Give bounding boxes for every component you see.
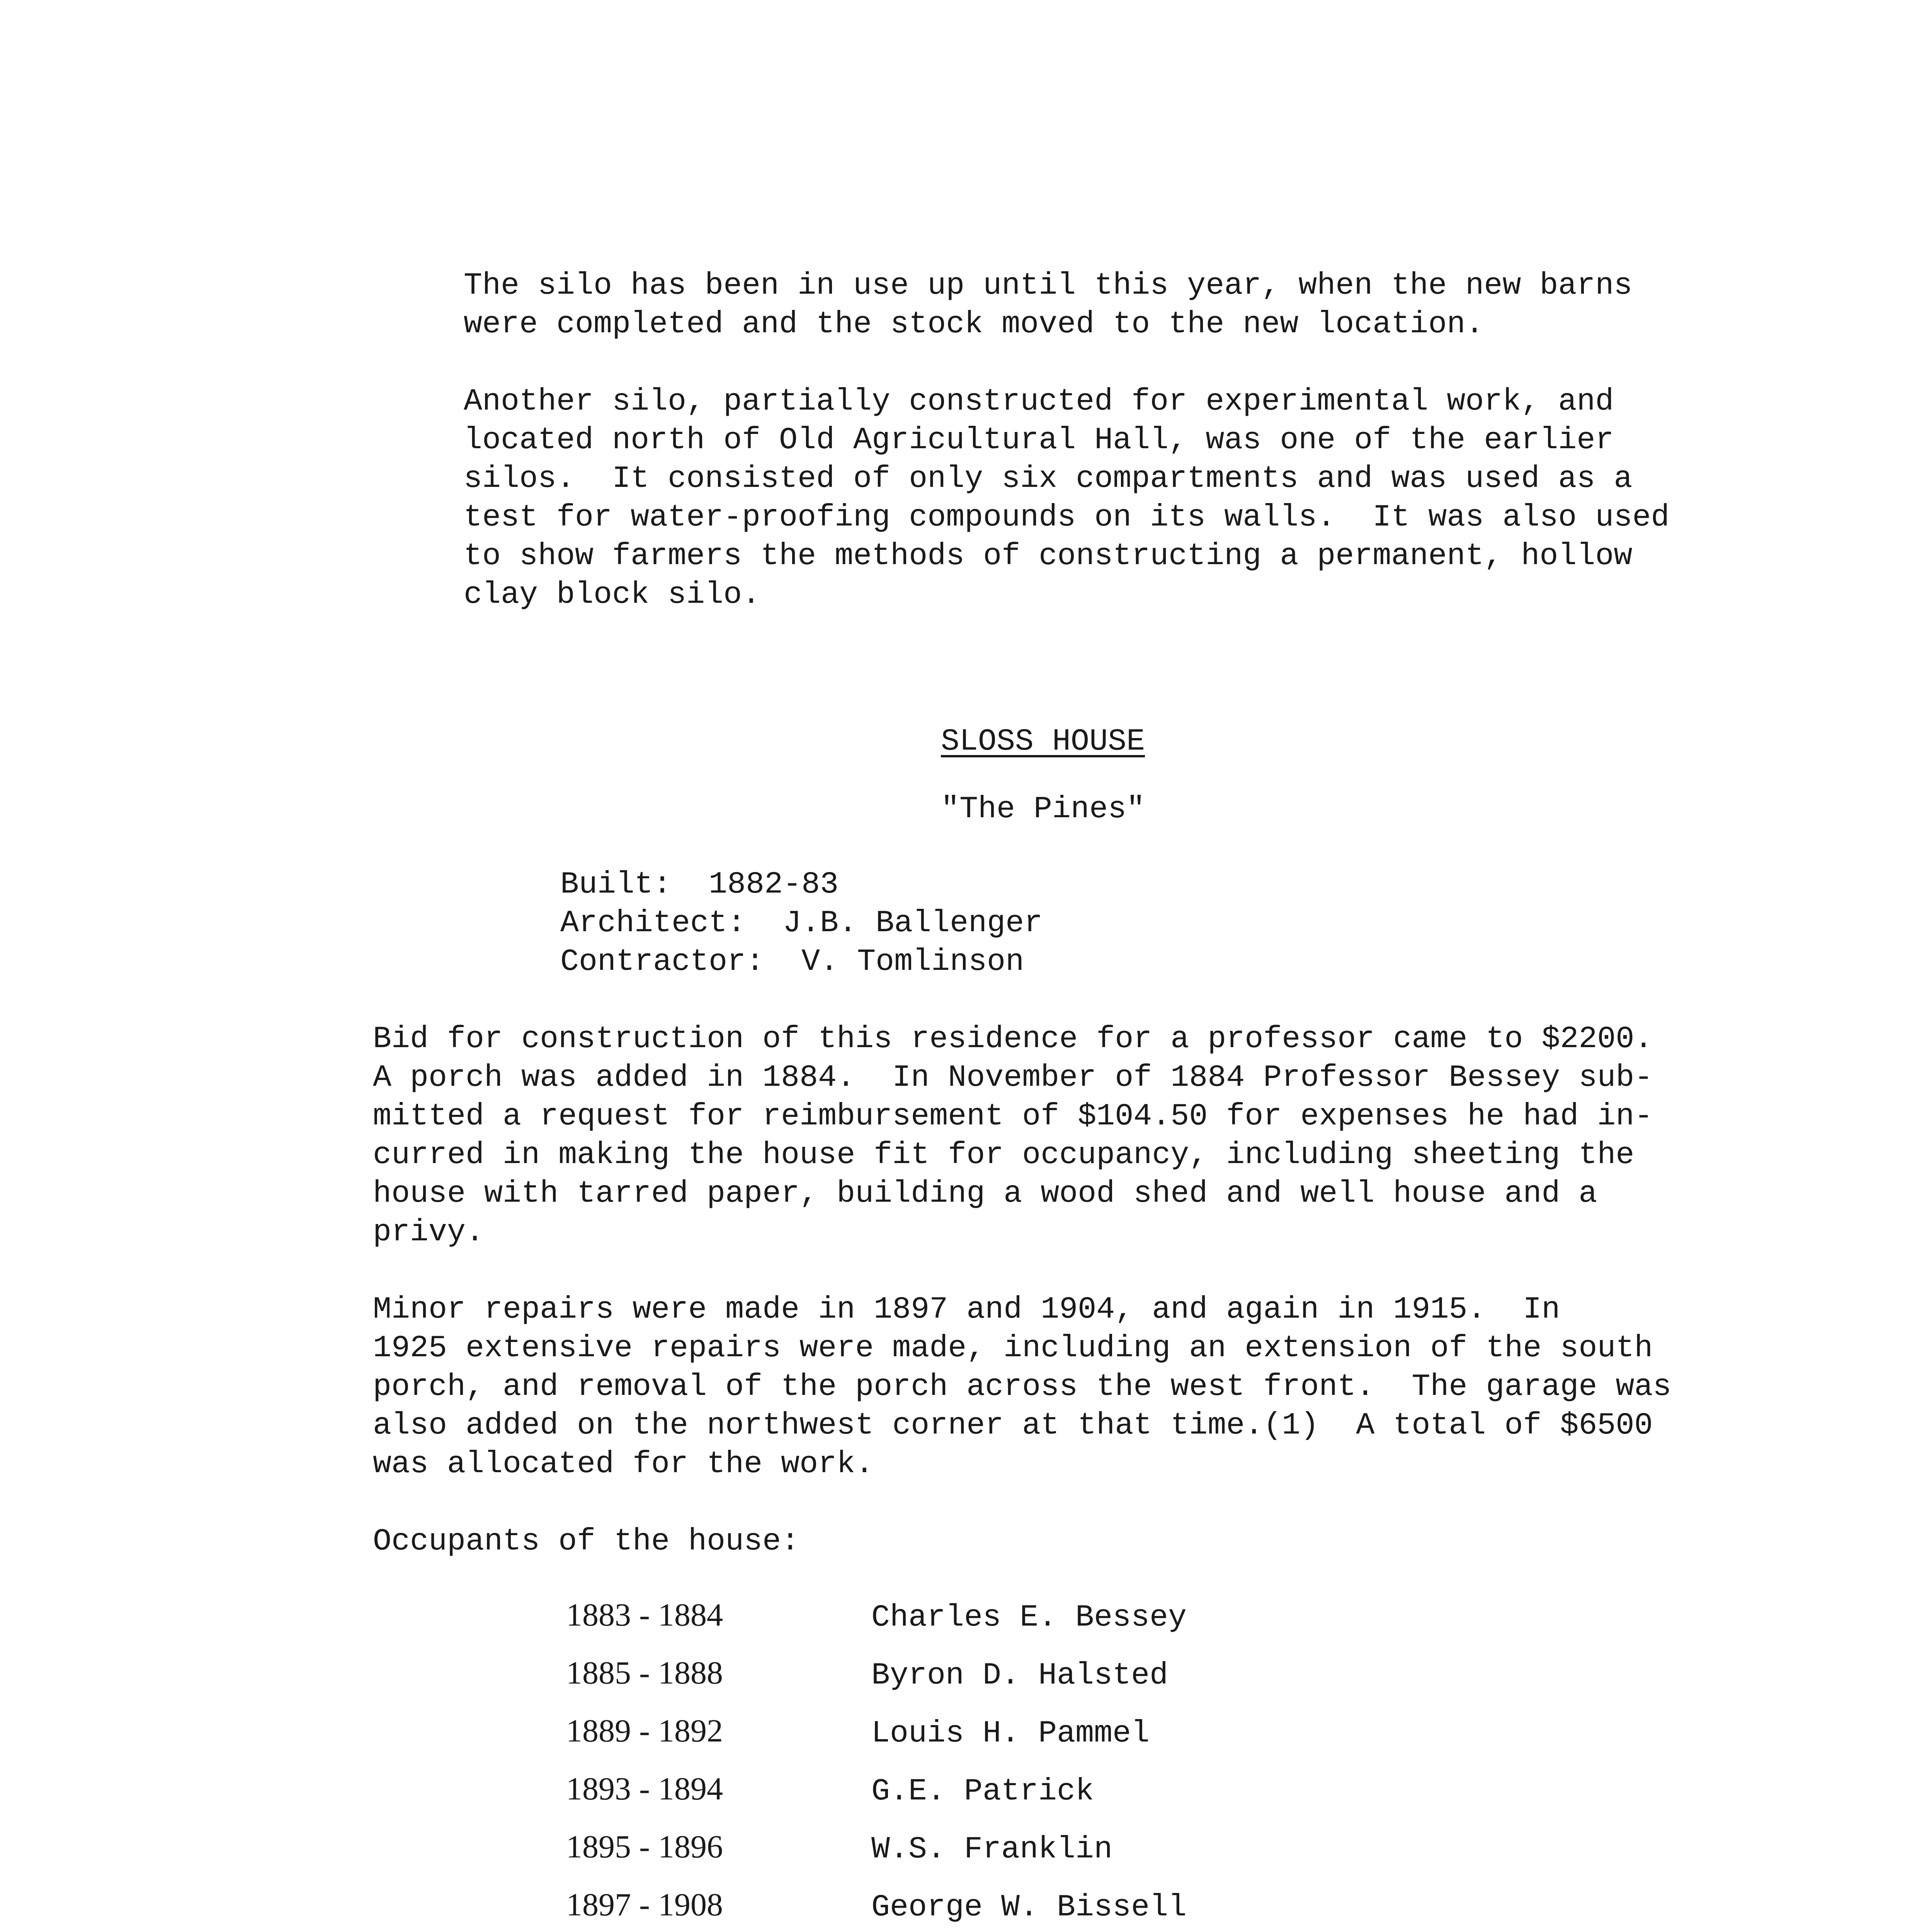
occupant-years: 1885 - 1888 [566, 1655, 723, 1691]
occupant-years: 1895 - 1896 [566, 1829, 723, 1865]
occupant-row [566, 1596, 1187, 1654]
occupant-row [566, 1654, 1187, 1712]
repairs-paragraph: Minor repairs were made in 1897 and 1904, and again in 1915. In 1925 extensive repairs were made, including an extension of the south porch, and removal of the porch across the west front. The garage was also added on the northwest corner at that time.(1) A total of $6500 was allocated for the work. [373, 1292, 1672, 1482]
section-title: SLOSS HOUSE [941, 724, 1145, 759]
occupant-years: 1897 - 1908 [566, 1887, 723, 1923]
occupant-name: Byron D. Halsted [871, 1658, 1168, 1693]
occupant-row [566, 1886, 1187, 1932]
occupant-years: 1893 - 1894 [566, 1771, 723, 1807]
building-facts [560, 866, 1043, 981]
occupant-name: George W. Bissell [871, 1890, 1187, 1925]
occupants-heading: Occupants of the house: [373, 1524, 800, 1559]
occupant-row [566, 1770, 1187, 1828]
occupant-name: G.E. Patrick [871, 1774, 1094, 1809]
silo-paragraph-1: The silo has been in use up until this year, when the new barns were completed and the stock moved to the new location. [464, 268, 1633, 342]
occupant-name: Louis H. Pammel [871, 1716, 1150, 1751]
contractor-fact: Contractor: V. Tomlinson [560, 944, 1024, 980]
section-subtitle: "The Pines" [941, 792, 1145, 827]
occupants-list [566, 1596, 1187, 1932]
built-fact: Built: 1882-83 [560, 867, 839, 902]
occupant-row [566, 1712, 1187, 1770]
occupant-name: Charles E. Bessey [871, 1600, 1187, 1635]
construction-paragraph: Bid for construction of this residence for a professor came to $2200. A porch was added in 1884. In November of 1884 Professor Bessey sub- mitted a request for reimbursement of $104.50 for expenses he had in- curred in making the house fit for occupancy, including sheeting the house with tarred paper, building a wood shed and well house and a privy. [373, 1022, 1653, 1250]
architect-fact: Architect: J.B. Ballenger [560, 906, 1043, 941]
silo-paragraph-2: Another silo, partially constructed for experimental work, and located north of Old Agricultural Hall, was one of the earlier silos. It consisted of only six compartments and was used as a test for water-proofing compounds on its walls. It was also used to show farmers the methods of constructing a permanent, hollow clay block silo. [464, 384, 1670, 612]
occupant-row [566, 1828, 1187, 1886]
occupant-years: 1883 - 1884 [566, 1597, 723, 1633]
occupant-name: W.S. Franklin [871, 1832, 1113, 1867]
occupant-years: 1889 - 1892 [566, 1713, 723, 1749]
